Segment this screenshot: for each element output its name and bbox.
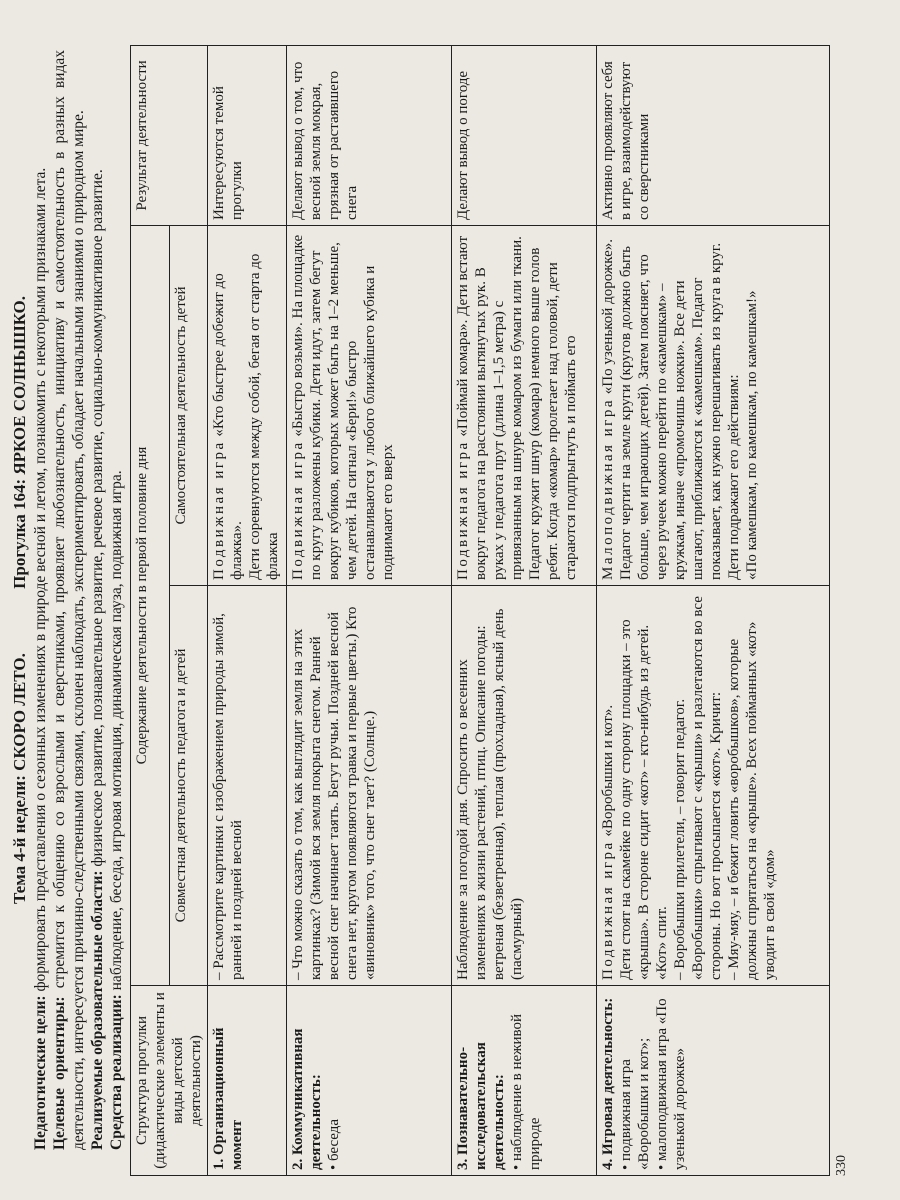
joint-text: «Воробышки и кот». Дети стоят на скамейке по одну сторону площадки – это «крыша». В стороне сидит «кот» – кто-нибудь из детей. «Кот» спит. – Воробышки прилетели, – говорит педагог. «Воробышки» спрыгивают с «крыши» и разлетаются во все стороны. Но вот просыпается «кот». Кричит: – Мяу-мяу, – и бежит ловить «воробышков», которые должны спрятаться на «крыше». Всех пойманных «кот» уводит в свой «дом»: [600, 596, 778, 980]
page-header: [10, 50, 126, 1150]
week-theme: Тема 4-й недели: СКОРО ЛЕТО.: [10, 653, 29, 905]
joint-text: – Рассмотрите картинки с изображением природы зимой, ранней и поздней весной: [211, 613, 245, 980]
section-title: 2. Коммуникативная деятельность:: [290, 1028, 324, 1170]
areas-label: Реализуемые образовательные области:: [89, 870, 106, 1150]
table-row: [452, 45, 597, 1175]
joint-cell: [597, 586, 830, 986]
targets-label: Целевые ориентиры:: [51, 996, 68, 1150]
game-type: Подвижная игра: [211, 440, 227, 580]
header-joint: Совместная деятельность педагога и детей: [169, 586, 208, 986]
table-row: [208, 45, 287, 1175]
structure-cell: [452, 986, 597, 1176]
result-cell: [287, 45, 452, 225]
section-bullets: • подвижная игра «Воробышки и кот»; • малоподвижная игра «По узенькой дорожке»: [618, 998, 688, 1170]
table-row: [287, 45, 452, 1175]
structure-cell: [597, 986, 830, 1176]
targets-line: [50, 50, 88, 1150]
result-text: Делают вывод о погоде: [455, 70, 471, 220]
independent-cell: [597, 225, 830, 585]
result-cell: [452, 45, 597, 225]
header-result: Результат деятельности: [131, 45, 208, 225]
goals-text: формировать представления о сезонных изменениях в природе весной и летом, познакомить с некоторыми признаками лета.: [32, 167, 49, 992]
header-independent: Самостоятельная деятельность детей: [169, 225, 208, 585]
section-title: 4. Игровая деятельность:: [600, 997, 616, 1170]
result-text: Делают вывод о том, что весной земля мокрая, грязная от растаявшего снега: [290, 61, 360, 220]
structure-cell: [287, 986, 452, 1176]
means-label: Средства реализации:: [108, 994, 125, 1150]
walk-table: [130, 45, 830, 1176]
section-title: 1. Организационный момент: [211, 1027, 245, 1170]
means-text: наблюдение, беседа, игровая мотивация, динамическая пауза, подвижная игра.: [108, 470, 125, 991]
independent-cell: [452, 225, 597, 585]
joint-text: Наблюдение за погодой дня. Спросить о весенних изменениях в жизни растений, птиц. Описание погоды: ветреная (безветренная), теплая (прохладная), ясный день (пасмурный): [455, 608, 525, 980]
table-row: [597, 45, 830, 1175]
header-content-group: Содержание деятельности в первой половине дня: [131, 225, 170, 985]
walk-title: Прогулка 164: ЯРКОЕ СОЛНЫШКО.: [10, 295, 29, 589]
result-text: Активно проявляют себя в игре, взаимодействуют со сверстниками: [600, 61, 652, 220]
independent-text: «По узенькой дорожке». Педагог чертит на земле круги (кругов должно быть больше, чем играющих детей). Затем поясняет, что через ручеек можно перейти по «камешкам» – кружкам, иначе «промочишь ножки». Все дети шагают, приближаются к «камешкам». Педагог показывает, как нужно перешагивать из круга в круг. Дети подражают его действиям: «По камешкам, по камешкам, по камешкам!»: [600, 238, 760, 580]
joint-text: – Что можно сказать о том, как выглядит земля на этих картинках? (Зимой вся земля покрыта снегом. Ранней весной снег начинает таять. Бегут ручьи. Поздней весной снега нет, кругом появляются травка и первые цветы.) Кто «виновник» того, что снег тает? (Солнце.): [290, 606, 378, 980]
areas-line: [88, 50, 107, 1150]
joint-cell: [287, 586, 452, 986]
independent-cell: [208, 225, 287, 585]
game-type: Подвижная игра: [290, 440, 306, 580]
section-bullets: • наблюдение в неживой природе: [509, 1013, 543, 1170]
independent-text: «Быстро возьми». На площадке по кругу разложены кубики. Дети идут, затем бегут вокруг кубиков, которых может быть на 1–2 меньше, чем детей. На сигнал «Бери!» быстро останавливаются у любого ближайшего кубика и поднимают его вверх: [290, 234, 396, 580]
structure-cell: [208, 986, 287, 1176]
means-line: [107, 50, 126, 1150]
game-type: Подвижная игра: [455, 440, 471, 580]
result-text: Интересуются темой прогулки: [211, 86, 245, 220]
game-type: Подвижная игра: [600, 840, 616, 980]
areas-text: физическое развитие, познавательное развитие, речевое развитие, социально-коммуникативное развитие.: [89, 169, 106, 867]
joint-cell: [208, 586, 287, 986]
result-cell: [208, 45, 287, 225]
section-bullets: • беседа: [326, 1118, 342, 1170]
goals-label: Педагогические цели:: [32, 995, 49, 1150]
independent-cell: [287, 225, 452, 585]
page-number: 330: [834, 1155, 849, 1176]
independent-text: «Кто быстрее добежит до флажка». Дети соревнуются между собой, бегая от старта до флажка: [211, 253, 281, 580]
header-structure: Структура прогулки (дидактические элементы и виды детской деятельности): [131, 986, 208, 1176]
result-cell: [597, 45, 830, 225]
game-type: Малоподвижная игра: [600, 398, 616, 580]
joint-cell: [452, 586, 597, 986]
section-title: 3. Познавательно-исследовательская деятельность:: [455, 1042, 507, 1170]
title-line: [10, 50, 29, 1150]
independent-text: «Поймай комара». Дети встают вокруг педагога на расстоянии вытянутых рук. В руках у педагога прут (длина 1–1,5 метра) с привязанным на шнуре комаром из бумаги или ткани. Педагог кружит шнур (комара) немного выше голов ребят. Когда «комар» пролетает над головой, дети стараются подпрыгнуть и поймать его: [455, 235, 579, 580]
goals-line: [31, 50, 50, 1150]
targets-text: стремится к общению со взрослыми и сверстниками, проявляет любознательность, инициативу и самостоятельность в разных видах деятельности, интересуется причинно-следственными связями, склонен наблюдать, экспериментировать, обладает начальными знаниями о природном мире.: [51, 50, 87, 1150]
